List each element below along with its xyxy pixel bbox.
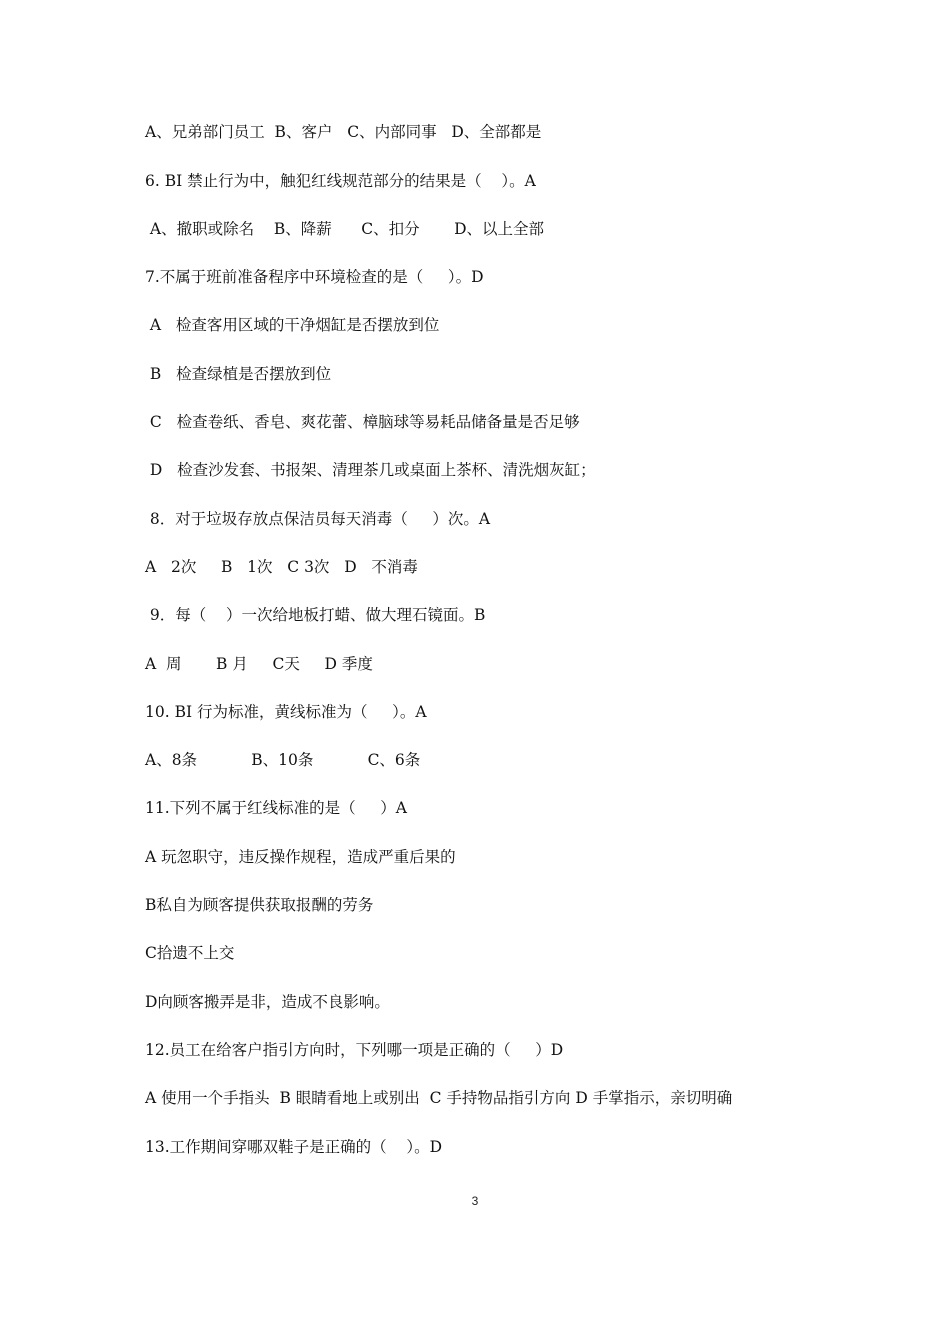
page-number: 3 xyxy=(471,1194,479,1208)
question-8: 8．对于垃圾存放点保洁员每天消毒（ ）次。A xyxy=(145,510,491,528)
answer-option-q11-b: B私自为顾客提供获取报酬的劳务 xyxy=(145,896,374,914)
question-7: 7.不属于班前准备程序中环境检查的是（ ）。D xyxy=(145,268,484,286)
question-12: 12.员工在给客户指引方向时，下列哪一项是正确的（ ）D xyxy=(145,1041,564,1059)
question-6: 6. BI 禁止行为中，触犯红线规范部分的结果是（ ）。A xyxy=(145,172,536,190)
question-9: 9．每（ ）一次给地板打蜡、做大理石镜面。B xyxy=(145,606,486,624)
answer-options-q9: A 周 B 月 C天 D 季度 xyxy=(145,655,373,673)
question-11: 11.下列不属于红线标准的是（ ）A xyxy=(145,799,407,817)
answer-options-q10: A、8条 B、10条 C、6条 xyxy=(145,751,421,769)
question-13: 13.工作期间穿哪双鞋子是正确的（ ）。D xyxy=(145,1138,443,1156)
answer-option-q7-c: C 检查卷纸、香皂、爽花蕾、樟脑球等易耗品储备量是否足够 xyxy=(145,413,580,431)
answer-option-q11-c: C拾遗不上交 xyxy=(145,944,235,962)
answer-options-q6: A、撤职或除名 B、降薪 C、扣分 D、以上全部 xyxy=(145,220,545,238)
answer-option-q11-d: D向顾客搬弄是非，造成不良影响。 xyxy=(145,993,390,1011)
answer-option-q7-b: B 检查绿植是否摆放到位 xyxy=(145,365,332,383)
answer-option-q11-a: A 玩忽职守，违反操作规程，造成严重后果的 xyxy=(145,848,456,866)
answer-options-q12: A 使用一个手指头 B 眼睛看地上或别出 C 手持物品指引方向 D 手掌指示，亲切明确 xyxy=(145,1089,733,1107)
answer-options-q8: A 2次 B 1次 C 3次 D 不消毒 xyxy=(145,558,418,576)
question-10: 10. BI 行为标准，黄线标准为（ ）。A xyxy=(145,703,427,721)
answer-option-q7-d: D 检查沙发套、书报架、清理茶几或桌面上茶杯、清洗烟灰缸； xyxy=(145,461,596,479)
answer-options-q5: A、兄弟部门员工 B、客户 C、内部同事 D、全部都是 xyxy=(145,123,542,141)
answer-option-q7-a: A 检查客用区域的干净烟缸是否摆放到位 xyxy=(145,316,440,334)
